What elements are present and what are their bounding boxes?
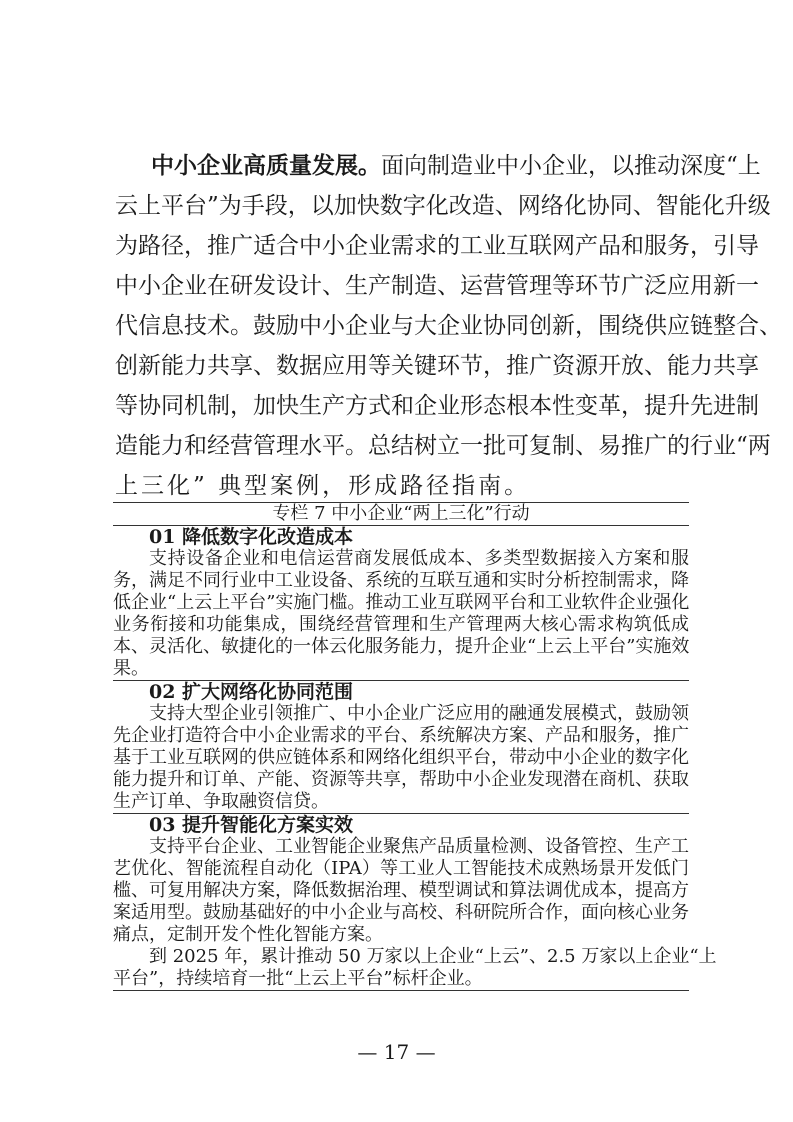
section-line: 支持设备企业和电信运营商发展低成本、多类型数据接入方案和服	[149, 548, 689, 569]
box-target-row	[113, 946, 717, 990]
section-line: 本、灵活化、敏捷化的一体云化服务能力，提升企业“上云上平台”实施效	[113, 636, 690, 657]
section-line: 果。	[113, 658, 149, 679]
feature-box	[113, 502, 717, 991]
section-line: 生产订单、争取融资信贷。	[113, 791, 329, 812]
section-line: 支持大型企业引领推广、中小企业广泛应用的融通发展模式，鼓励领	[149, 703, 689, 724]
section-line: 先企业打造符合中小企业需求的平台、系统解决方案、产品和服务，推广	[113, 725, 689, 746]
section-line: 能力提升和订单、产能、资源等共享，帮助中小企业发现潜在商机、获取	[113, 769, 689, 790]
page-number: — 17 —	[357, 1040, 436, 1064]
box-title: 专栏 7 中小企业“两上三化”行动	[113, 503, 689, 526]
paragraph-line: 创新能力共享、数据应用等关键环节，推广资源开放、能力共享	[115, 353, 759, 379]
section-heading: 01 降低数字化改造成本	[149, 526, 354, 548]
section-line: 基于工业互联网的供应链体系和网络化组织平台，带动中小企业的数字化	[113, 747, 689, 768]
section-heading: 02 扩大网络化协同范围	[149, 681, 354, 703]
section-line: 低企业“上云上平台”实施门槛。推动工业互联网平台和工业软件企业强化	[113, 592, 690, 613]
paragraph-line: 中小企业在研发设计、生产制造、运营管理等环节广泛应用新一	[115, 273, 759, 299]
section-line: 支持平台企业、工业智能企业聚焦产品质量检测、设备管控、生产工	[149, 836, 689, 857]
section-line: 痛点，定制开发个性化智能方案。	[113, 924, 383, 945]
target-line: 到 2025 年，累计推动 50 万家以上企业“上云”、2.5 万家以上企业“上	[149, 946, 717, 967]
section-line: 务，满足不同行业中工业设备、系统的互联互通和实时分析控制需求，降	[113, 570, 689, 591]
section-line: 案适用型。鼓励基础好的中小企业与高校、科研院所合作，面向核心业务	[113, 902, 689, 923]
paragraph-text: 面向制造业中小企业，以推动深度“上	[381, 153, 761, 179]
box-section	[113, 526, 689, 681]
section-line: 艺优化、智能流程自动化（IPA）等工业人工智能技术成熟场景开发低门	[113, 858, 689, 879]
box-section	[113, 814, 689, 946]
paragraph-line	[115, 146, 761, 186]
section-heading: 03 提升智能化方案实效	[149, 814, 354, 836]
paragraph-line: 云上平台”为手段，以加快数字化改造、网络化协同、智能化升级	[115, 193, 771, 219]
box-section	[113, 681, 689, 814]
paragraph-line: 上三化” 典型案例，形成路径指南。	[115, 473, 531, 499]
section-line: 业务衔接和功能集成，围绕经营管理和生产管理两大核心需求构筑低成	[113, 614, 689, 635]
body-paragraph	[115, 146, 782, 506]
section-line: 槛、可复用解决方案，降低数据治理、模型调试和算法调优成本，提高方	[113, 880, 689, 901]
paragraph-line: 造能力和经营管理水平。总结树立一批可复制、易推广的行业“两	[115, 433, 771, 459]
paragraph-line: 代信息技术。鼓励中小企业与大企业协同创新，围绕供应链整合、	[115, 313, 782, 339]
paragraph-line: 为路径，推广适合中小企业需求的工业互联网产品和服务，引导	[115, 233, 759, 259]
paragraph-lead: 中小企业高质量发展。	[151, 152, 381, 179]
paragraph-line: 等协同机制，加快生产方式和企业形态根本性变革，提升先进制	[115, 393, 759, 419]
target-line: 平台”，持续培育一批“上云上平台”标杆企业。	[113, 968, 483, 989]
